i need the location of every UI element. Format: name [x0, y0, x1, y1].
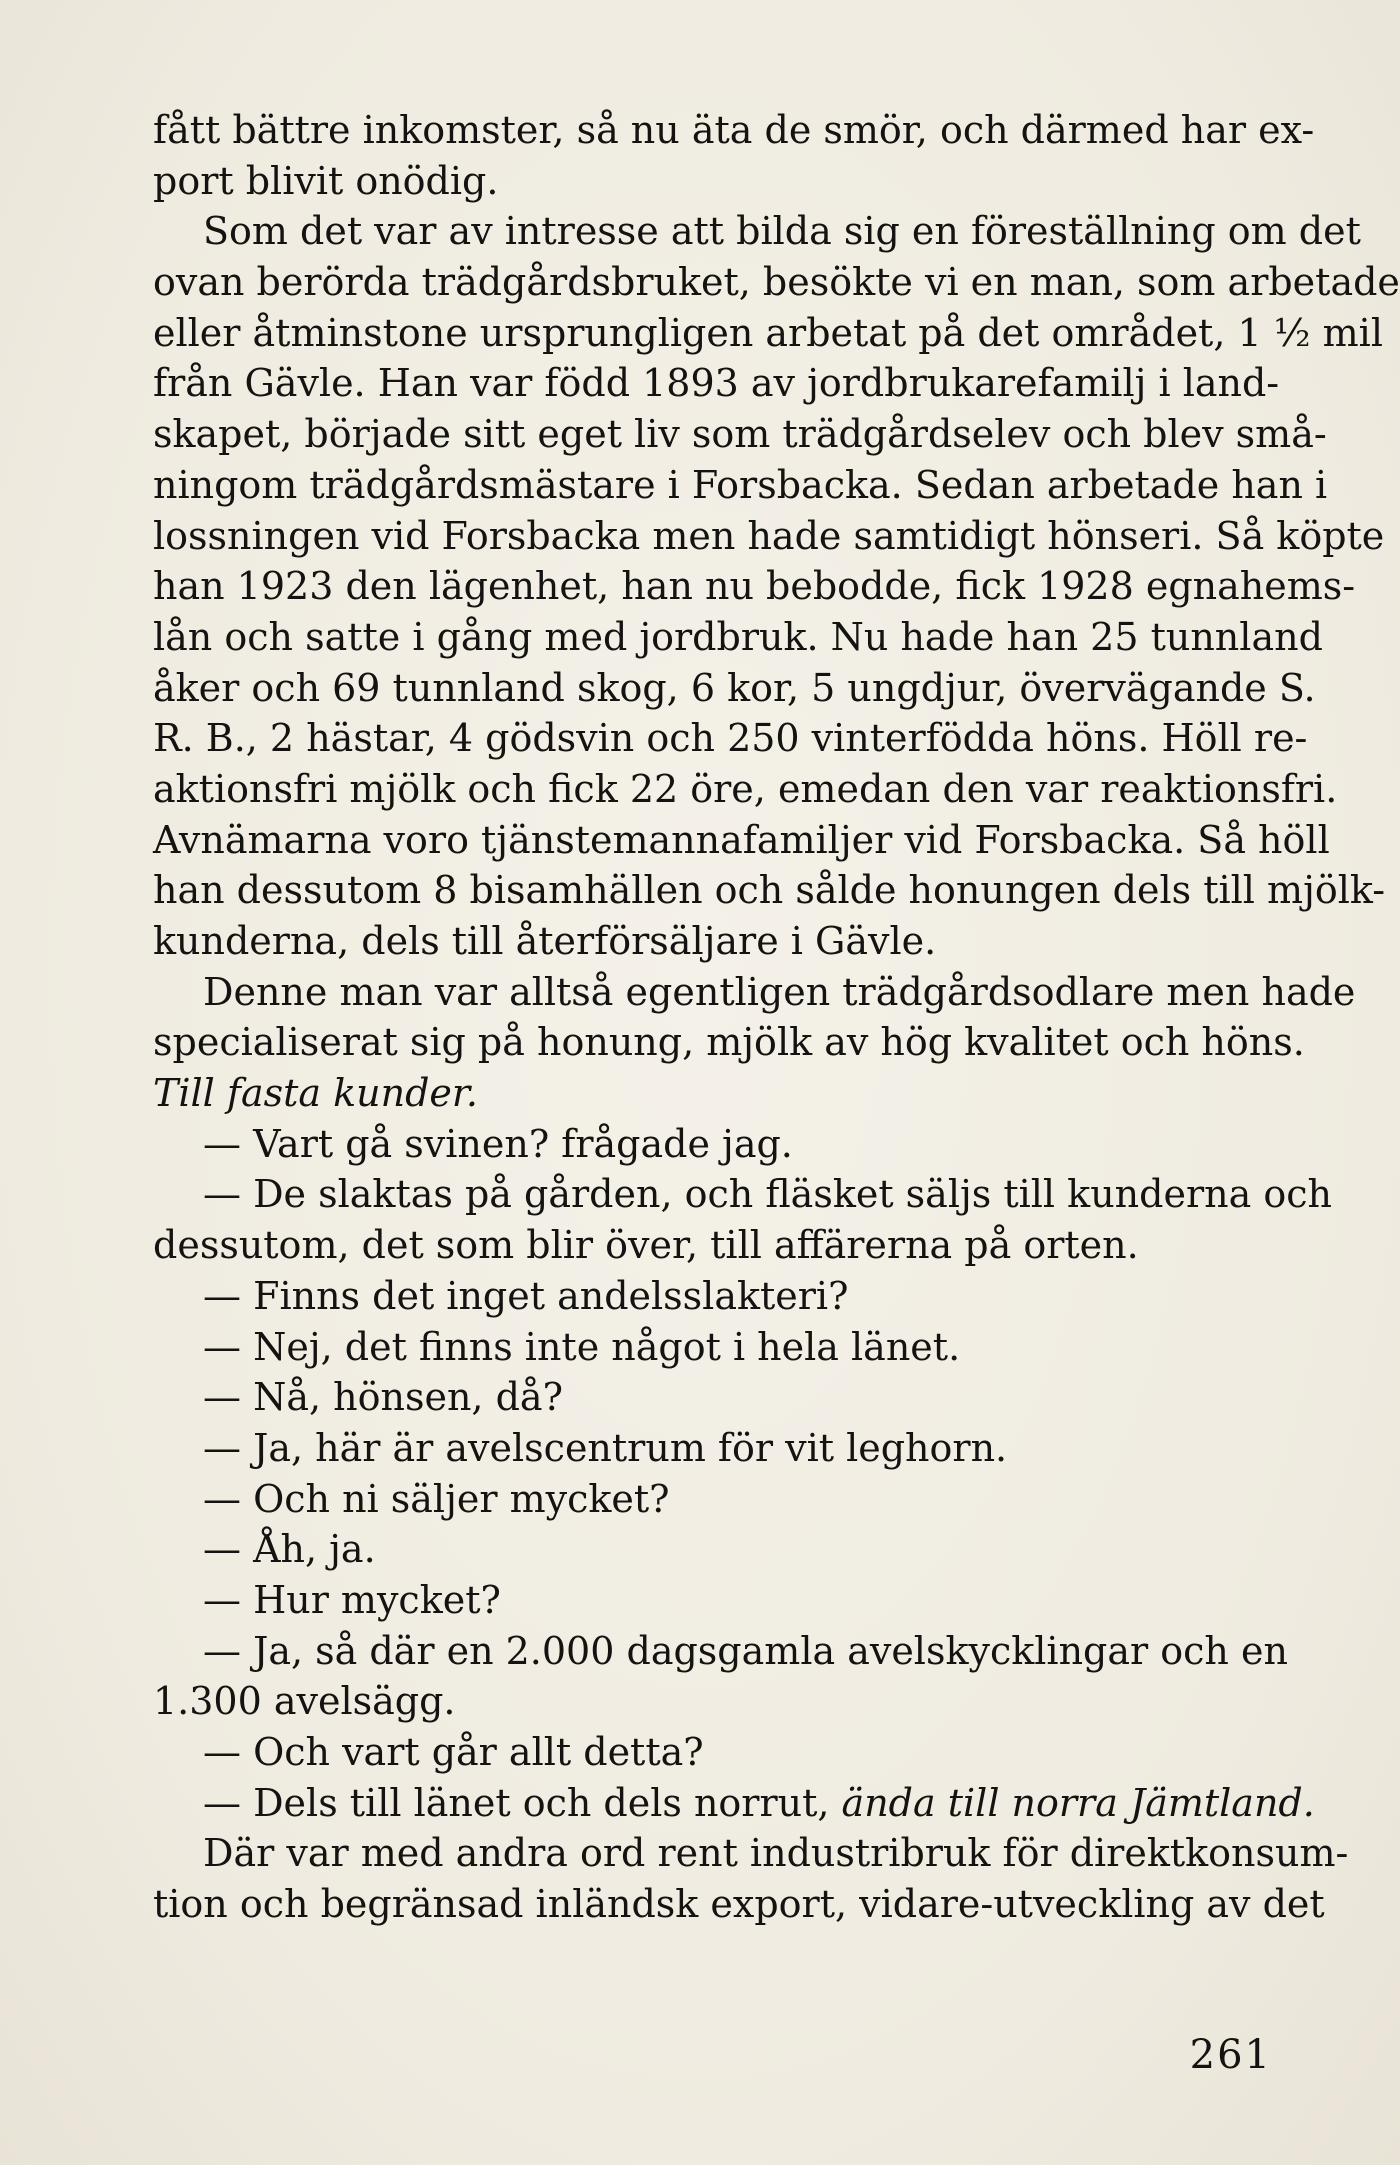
text-line: R. B., 2 hästar, 4 gödsvin och 250 vinterfödda höns. Höll re-	[153, 716, 1308, 761]
text-line: Som det var av intresse att bilda sig en föreställning om det	[203, 209, 1361, 254]
dialogue-text: — Dels till länet och dels norrut,	[203, 1780, 842, 1825]
text-line: kunderna, dels till återförsäljare i Gävle.	[153, 919, 937, 963]
text-line: lossningen vid Forsbacka men hade samtidigt hönseri. Så köpte	[153, 513, 1385, 558]
dialogue-line: — Vart gå svinen? frågade jag.	[203, 1121, 793, 1166]
dialogue-line: — Nå, hönsen, då?	[203, 1375, 563, 1420]
dialogue-line: — Hur mycket?	[203, 1577, 501, 1622]
text-line: från Gävle. Han var född 1893 av jordbrukarefamilj i land-	[153, 361, 1280, 406]
dialogue-line: — Och ni säljer mycket?	[203, 1476, 670, 1521]
dialogue-line: — Och vart går allt detta?	[203, 1730, 704, 1774]
text-line: skapet, började sitt eget liv som trädgårdselev och blev små-	[153, 412, 1327, 457]
dialogue-line: — Ja, så där en 2.000 dagsgamla avelskycklingar och en	[203, 1628, 1288, 1673]
text-line: specialiserat sig på honung, mjölk av hög kvalitet och höns.	[153, 1020, 1305, 1065]
text-line: Denne man var alltså egentligen trädgårdsodlare men hade	[203, 969, 1356, 1014]
dialogue-line: — Nej, det finns inte något i hela länet.	[203, 1324, 961, 1369]
text-line: han 1923 den lägenhet, han nu bebodde, fick 1928 egnahems-	[153, 564, 1356, 609]
italic-text-line: Till fasta kunder.	[153, 1071, 478, 1116]
text-line: Där var med andra ord rent industribruk för direktkonsum-	[203, 1831, 1349, 1876]
text-line: ovan berörda trädgårdsbruket, besökte vi en man, som arbetade	[153, 260, 1400, 305]
text-line: eller åtminstone ursprungligen arbetat på det området, 1 ½ mil	[153, 310, 1383, 355]
dialogue-line: — Ja, här är avelscentrum för vit leghorn.	[203, 1425, 1008, 1470]
text-line: fått bättre inkomster, så nu äta de smör, och därmed har ex-	[153, 108, 1315, 152]
text-line: aktionsfri mjölk och fick 22 öre, emedan den var reaktionsfri.	[153, 766, 1338, 811]
text-line: åker och 69 tunnland skog, 6 kor, 5 ungdjur, övervägande S.	[153, 665, 1316, 710]
text-line: ningom trädgårdsmästare i Forsbacka. Sedan arbetade han i	[153, 462, 1328, 507]
text-line: lån och satte i gång med jordbruk. Nu hade han 25 tunnland	[153, 614, 1323, 659]
text-line: 1.300 avelsägg.	[153, 1679, 456, 1724]
italic-phrase: ända till norra Jämtland.	[841, 1780, 1315, 1825]
dialogue-line: — Åh, ja.	[203, 1527, 376, 1572]
text-line: dessutom, det som blir över, till affärerna på orten.	[153, 1223, 1139, 1268]
dialogue-line: — De slaktas på gården, och fläsket säljs till kunderna och	[203, 1172, 1332, 1217]
body-text	[153, 105, 1400, 1930]
text-line: tion och begränsad inländsk export, vidare-utveckling av det	[153, 1882, 1325, 1927]
text-line: Avnämarna voro tjänstemannafamiljer vid Forsbacka. Så höll	[153, 817, 1330, 862]
text-line: han dessutom 8 bisamhällen och sålde honungen dels till mjölk-	[153, 868, 1386, 913]
dialogue-line	[153, 1778, 1315, 1829]
text-line: port blivit onödig.	[153, 158, 499, 203]
dialogue-line: — Finns det inget andelsslakteri?	[203, 1273, 849, 1318]
page-number: 261	[1189, 2032, 1272, 2078]
